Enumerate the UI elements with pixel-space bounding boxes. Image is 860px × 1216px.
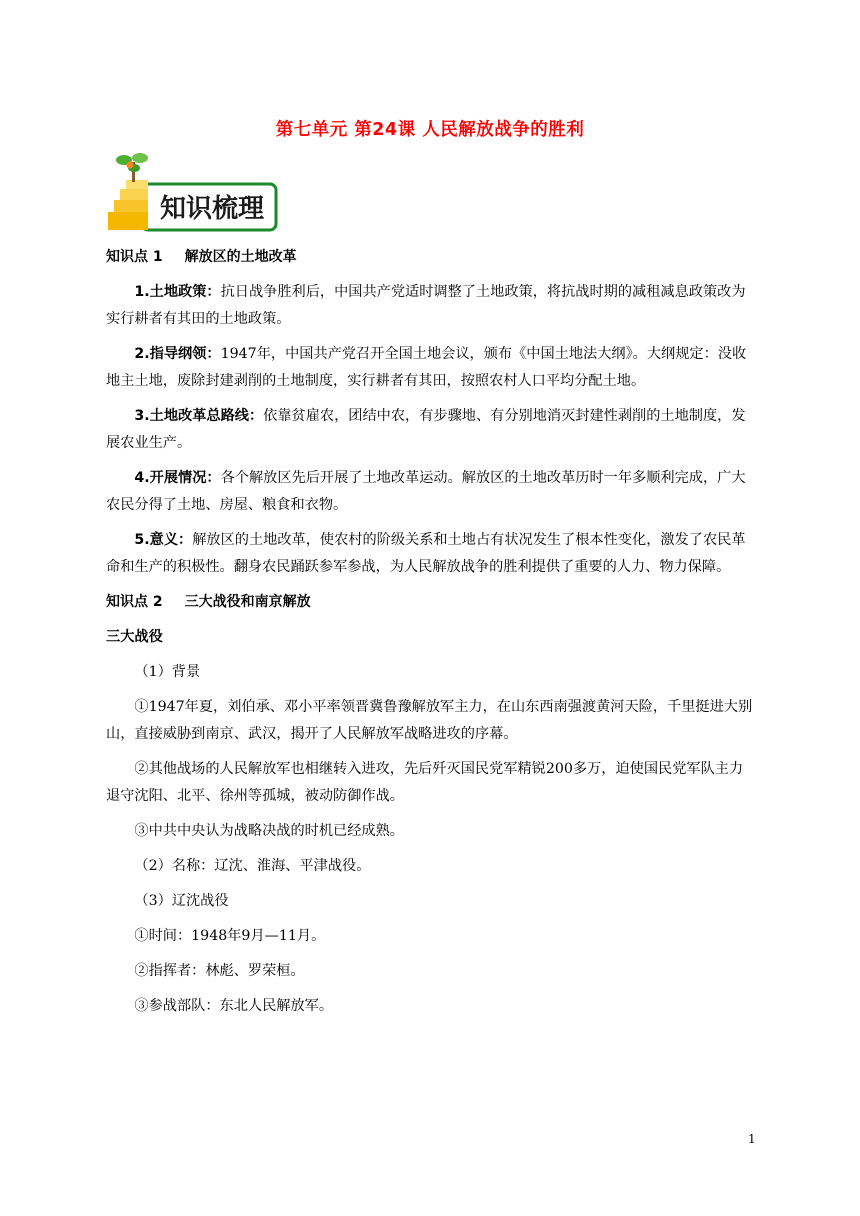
kp1-item-body: 依靠贫雇农，团结中农，有步骤地、有分别地消灭封建性剥削的土地制度，发展农业生产。 (106, 408, 746, 451)
kp2-lines (106, 659, 756, 1020)
content (106, 244, 756, 1028)
logo-text: 知识梳理 (159, 194, 265, 224)
kp2-line: ①时间：1948年9月—11月。 (134, 928, 326, 944)
kp2-line: （2）名称：辽沈、淮海、平津战役。 (134, 858, 371, 874)
kp1-item-head: 3.土地改革总路线： (134, 408, 264, 424)
kp1-item (106, 465, 756, 519)
lesson-title: 第七单元 第24课 人民解放战争的胜利 (275, 120, 585, 140)
kp2-line: ③参战部队：东北人民解放军。 (134, 998, 334, 1014)
kp2-line: ①1947年夏，刘伯承、邓小平率领晋冀鲁豫解放军主力，在山东西南强渡黄河天险，千里挺进大别山，直接威胁到南京、武汉，揭开了人民解放军战略进攻的序幕。 (106, 699, 753, 742)
page-number: 1 (748, 1132, 756, 1146)
knowledge-point-1-heading (106, 244, 756, 271)
kp1-number: 知识点 1 (106, 249, 163, 265)
kp1-item-body: 1947年，中国共产党召开全国土地会议，颁布《中国土地法大纲》。大纲规定：没收地主土地，废除封建剥削的土地制度，实行耕者有其田，按照农村人口平均分配土地。 (106, 346, 747, 389)
kp1-item-head: 1.土地政策： (134, 284, 221, 300)
kp2-line: （3）辽沈战役 (134, 893, 229, 909)
knowledge-point-2-heading (106, 589, 756, 616)
kp2-line: ②指挥者：林彪、罗荣桓。 (134, 963, 305, 979)
kp1-item-body: 解放区的土地改革，使农村的阶级关系和土地占有状况发生了根本性变化，激发了农民革命和生产的积极性。翻身农民踊跃参军参战，为人民解放战争的胜利提供了重要的人力、物力保障。 (106, 532, 746, 575)
kp1-item-head: 2.指导纲领： (134, 346, 221, 362)
kp1-label: 解放区的土地改革 (184, 249, 297, 265)
knowledge-summary-logo (106, 152, 278, 232)
kp2-line: （1）背景 (134, 664, 201, 680)
kp1-item-body: 各个解放区先后开展了土地改革运动。解放区的土地改革历时一年多顺利完成，广大农民分得了土地、房屋、粮食和衣物。 (106, 470, 746, 513)
kp2-label: 三大战役和南京解放 (184, 594, 311, 610)
kp1-item (106, 403, 756, 457)
kp2-line: ②其他战场的人民解放军也相继转入进攻，先后歼灭国民党军精锐200多万，迫使国民党军队主力退守沈阳、北平、徐州等孤城，被动防御作战。 (106, 761, 744, 804)
subheading: 三大战役 (106, 629, 163, 645)
tree-on-stairs-icon (106, 152, 278, 232)
kp1-items (106, 279, 756, 581)
kp1-item (106, 341, 756, 395)
kp2-number: 知识点 2 (106, 594, 163, 610)
kp1-item (106, 279, 756, 333)
kp1-item-body: 抗日战争胜利后，中国共产党适时调整了土地政策，将抗战时期的减租减息政策改为实行耕者有其田的土地政策。 (106, 284, 746, 327)
kp1-item-head: 4.开展情况： (134, 470, 221, 486)
kp1-item-head: 5.意义： (134, 532, 193, 548)
kp1-item (106, 527, 756, 581)
kp2-line: ③中共中央认为战略决战的时机已经成熟。 (134, 823, 404, 839)
